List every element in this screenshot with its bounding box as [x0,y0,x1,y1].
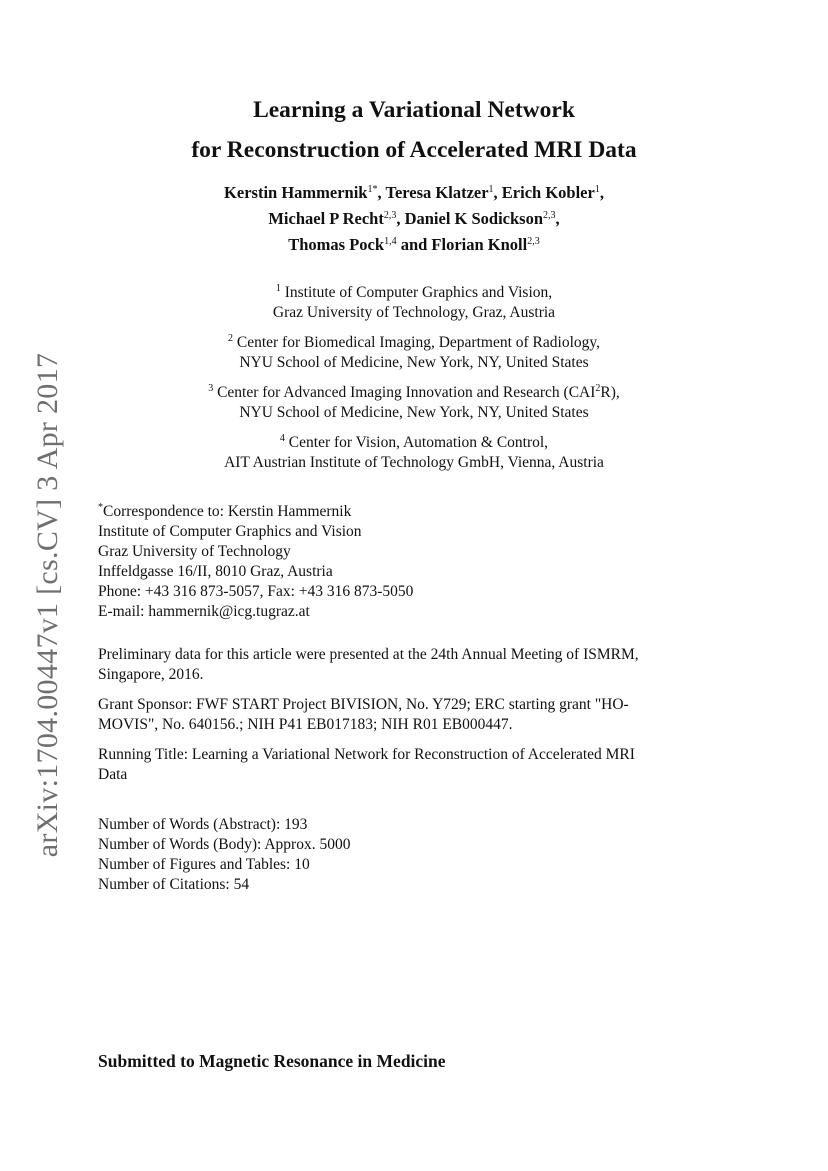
affiliation-item: $^3$ Center for Advanced Imaging Innovation and Research (CAI$^2$R), NYU School of Medicine, New York, NY, United States [208,383,620,421]
author-affiliation-mark: 1* [367,184,378,195]
title-line-1: Learning a Variational Network [253,97,575,123]
affiliation-list [0,283,828,483]
author-line-2: Michael P Recht$^{2,3}$, Daniel K Sodickson$^{2,3}$, [268,209,560,228]
author-line-3: Thomas Pock$^{1,4}$ and Florian Knoll$^{2,3}$ [288,235,540,254]
running-title-note: Running Title: Learning a Variational Network for Reconstruction of Accelerated MRI Data [98,746,635,783]
affiliation-item: $^1$ Institute of Computer Graphics and Vision, Graz University of Technology, Graz, Austria [272,283,556,321]
word-count-abstract: Number of Words (Abstract): 193 [98,816,308,833]
author-name: Thomas Pock [288,235,385,254]
author-affiliation-mark: 1 [488,184,494,195]
correspondence-marker: * [98,502,103,513]
grant-sponsor-note: Grant Sponsor: FWF START Project BIVISION, No. Y729; ERC starting grant "HO- MOVIS", No. 640156.; NIH P41 EB017183; NIH R01 EB000447. [98,696,629,733]
author-name: Florian Knoll [431,235,528,254]
author-affiliation-mark: 2,3 [543,210,556,221]
affiliation-item: $^4$ Center for Vision, Automation & Control, AIT Austrian Institute of Technology GmbH, Vienna, Austria [224,433,604,471]
affiliation-number: 1 [275,283,281,294]
affiliation-number: 4 [279,433,285,444]
affiliation-item: $^2$ Center for Biomedical Imaging, Department of Radiology, NYU School of Medicine, New York, NY, United States [227,333,601,371]
title-line-2: for Reconstruction of Accelerated MRI Data [191,137,637,163]
word-count-body: Number of Words (Body): Approx. 5000 [98,836,351,853]
author-line-1: Kerstin Hammernik$^{1*}$, Teresa Klatzer$^1$, Erich Kobler$^1$, [224,183,604,202]
figure-table-count: Number of Figures and Tables: 10 [98,856,310,873]
author-affiliation-mark: 1,4 [384,236,397,247]
manuscript-counts [98,815,730,895]
paper-title [0,90,828,170]
submission-venue: Submitted to Magnetic Resonance in Medicine [98,1051,446,1071]
author-name: Teresa Klatzer [385,183,489,202]
author-affiliation-mark: 2,3 [527,236,540,247]
correspondence-block: *Correspondence to: Kerstin Hammernik Institute of Computer Graphics and Vision Graz University of Technology Inffeldgasse 16/II, 8010 Graz, Austria Phone: +43 316 873-5057, Fax: +43 316 873-5050 E-mail: hammernik@icg.tugraz.at [98,502,730,622]
citation-count: Number of Citations: 54 [98,876,250,893]
arxiv-identifier-stamp: arXiv:1704.00447v1 [cs.CV] 3 Apr 2017 [31,352,64,858]
preliminary-data-note: Preliminary data for this article were presented at the 24th Annual Meeting of ISMRM, Singapore, 2016. [98,646,639,683]
author-name: Daniel K Sodickson [404,209,544,228]
author-name: Michael P Recht [268,209,384,228]
author-list [0,180,828,258]
affiliation-number: 2 [227,333,233,344]
author-affiliation-mark: 2,3 [383,210,397,221]
author-name: Erich Kobler [501,183,595,202]
correspondence-email: E-mail: hammernik@icg.tugraz.at [98,603,310,620]
author-affiliation-mark: 1 [594,184,600,195]
affiliation-number: 3 [208,383,214,394]
author-name: Kerstin Hammernik [224,183,368,202]
